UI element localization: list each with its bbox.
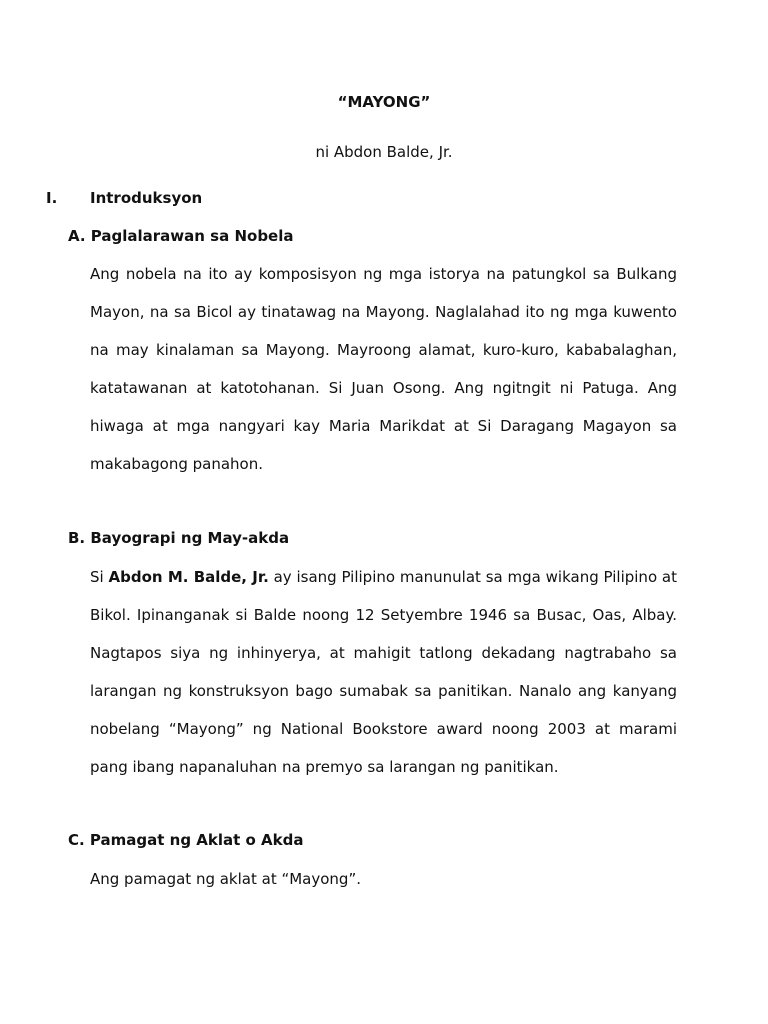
author-name-bold: Abdon M. Balde, Jr. [108, 568, 269, 586]
subsection-a-paragraph: Ang nobela na ito ay komposisyon ng mga istorya na patungkol sa Bulkang Mayon, na sa Bicol ay tinatawag na Mayong. Naglalahad ito ng mga kuwento na may kinalaman sa Mayong. Mayroong alamat, kuro-kuro, kababalaghan, katatawanan at katotohanan. Si Juan Osong. Ang ngitngit ni Patuga. Ang hiwaga at mga nangyari kay Maria Marikdat at Si Daragang Magayon sa makabagong panahon. [90, 265, 677, 473]
subsection-a-heading: A. Paglalarawan sa Nobela [68, 227, 294, 245]
section-heading: Introduksyon [90, 189, 203, 207]
subsection-c-paragraph: Ang pamagat ng aklat at “Mayong”. [90, 870, 361, 888]
section-number: I. [46, 189, 58, 207]
document-title: “MAYONG” [337, 93, 431, 111]
document-author: ni Abdon Balde, Jr. [315, 143, 453, 161]
paragraph-lead: Si [90, 568, 109, 586]
paragraph-rest: ay isang Pilipino manunulat sa mga wikang Pilipino at Bikol. Ipinanganak si Balde noong 12 Setyembre 1946 sa Busac, Oas, Albay. Nagtapos siya ng inhinyerya, at mahigit tatlong dekadang nagtrabaho sa larangan ng konstruksyon bago sumabak sa panitikan. Nanalo ang kanyang nobelang “Mayong” ng National Bookstore award noong 2003 at marami pang ibang napanaluhan na premyo sa larangan ng panitikan. [90, 568, 677, 776]
subsection-b-paragraph [90, 558, 677, 786]
subsection-b-heading: B. Bayograpi ng May-akda [68, 529, 290, 547]
subsection-c-heading: C. Pamagat ng Aklat o Akda [68, 831, 304, 849]
